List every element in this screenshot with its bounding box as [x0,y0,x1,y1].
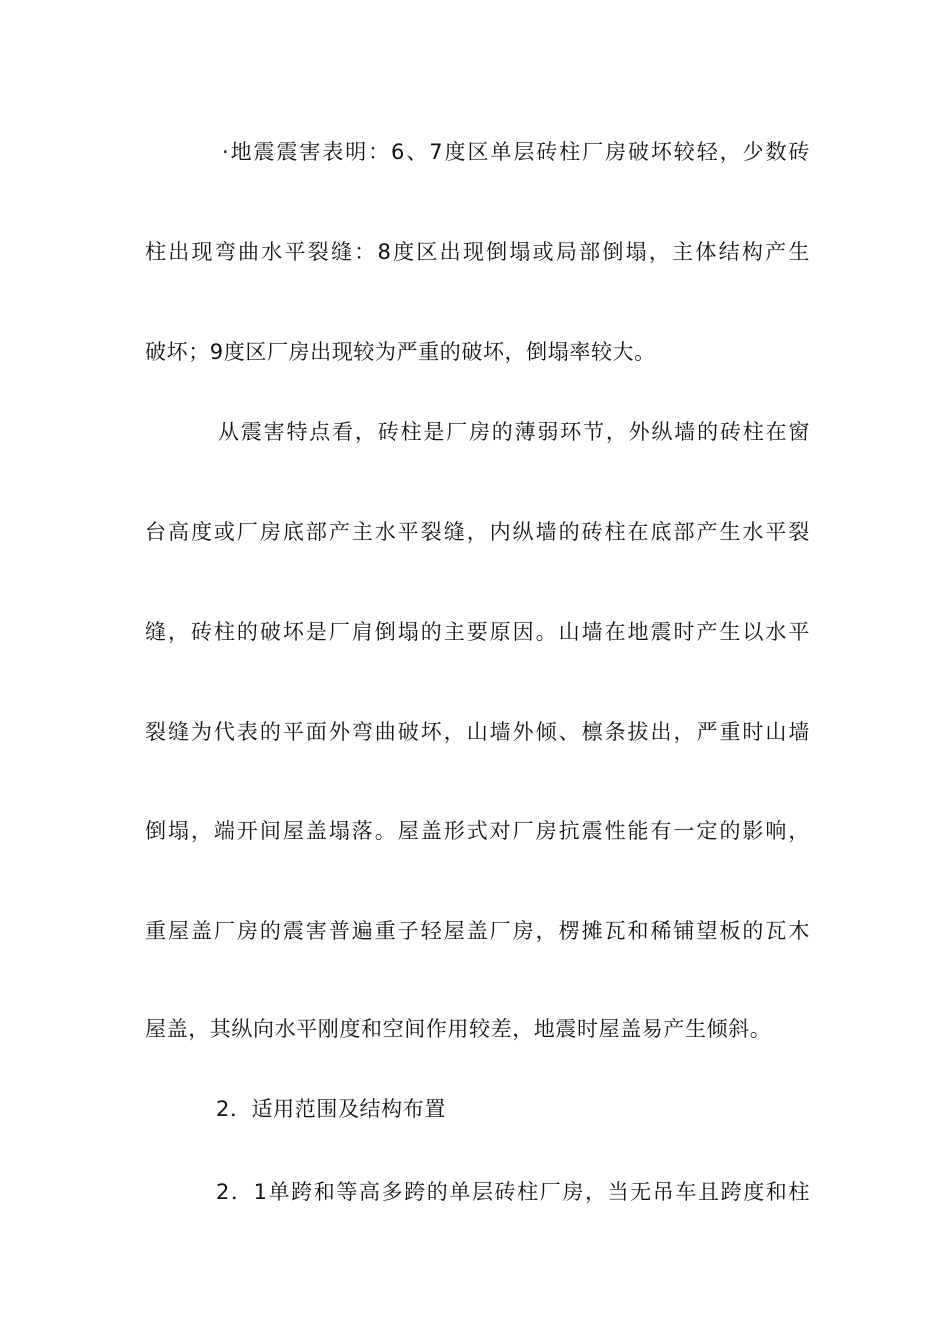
paragraph-line: 裂缝为代表的平面外弯曲破坏，山墙外倾、檩条拔出，严重时山墙 [145,720,810,744]
paragraph-line: 2．1单跨和等高多跨的单层砖柱厂房，当无吊车且跨度和柱 [216,1180,810,1204]
paragraph-line: ·地震震害表明：6、7度区单层砖柱厂房破坏较轻，少数砖 [222,140,810,164]
paragraph-line: 柱出现弯曲水平裂缝：8度区出现倒塌或局部倒塌，主体结构产生 [145,240,810,264]
paragraph-line: 屋盖，其纵向水平刚度和空间作用较差，地震时屋盖易产生倾斜。 [145,1017,772,1041]
paragraph-line: 重屋盖厂房的震害普遍重子轻屋盖厂房，楞摊瓦和稀铺望板的瓦木 [145,919,810,943]
paragraph-line: 台高度或厂房底部产主水平裂缝，内纵墙的砖柱在底部产生水平裂 [145,520,810,544]
paragraph-line: 倒塌，端开间屋盖塌落。屋盖形式对厂房抗震性能有一定的影响， [145,819,810,843]
paragraph-line: 从震害特点看，砖柱是厂房的薄弱环节，外纵墙的砖柱在窗 [218,420,810,444]
paragraph-line: 缝，砖柱的破坏是厂肩倒塌的主要原因。山墙在地震时产生以水平 [145,620,810,644]
section-heading: 2．适用范围及结构布置 [216,1097,446,1121]
paragraph-line: 破坏；9度区厂房出现较为严重的破坏，倒塌率较大。 [145,340,656,364]
